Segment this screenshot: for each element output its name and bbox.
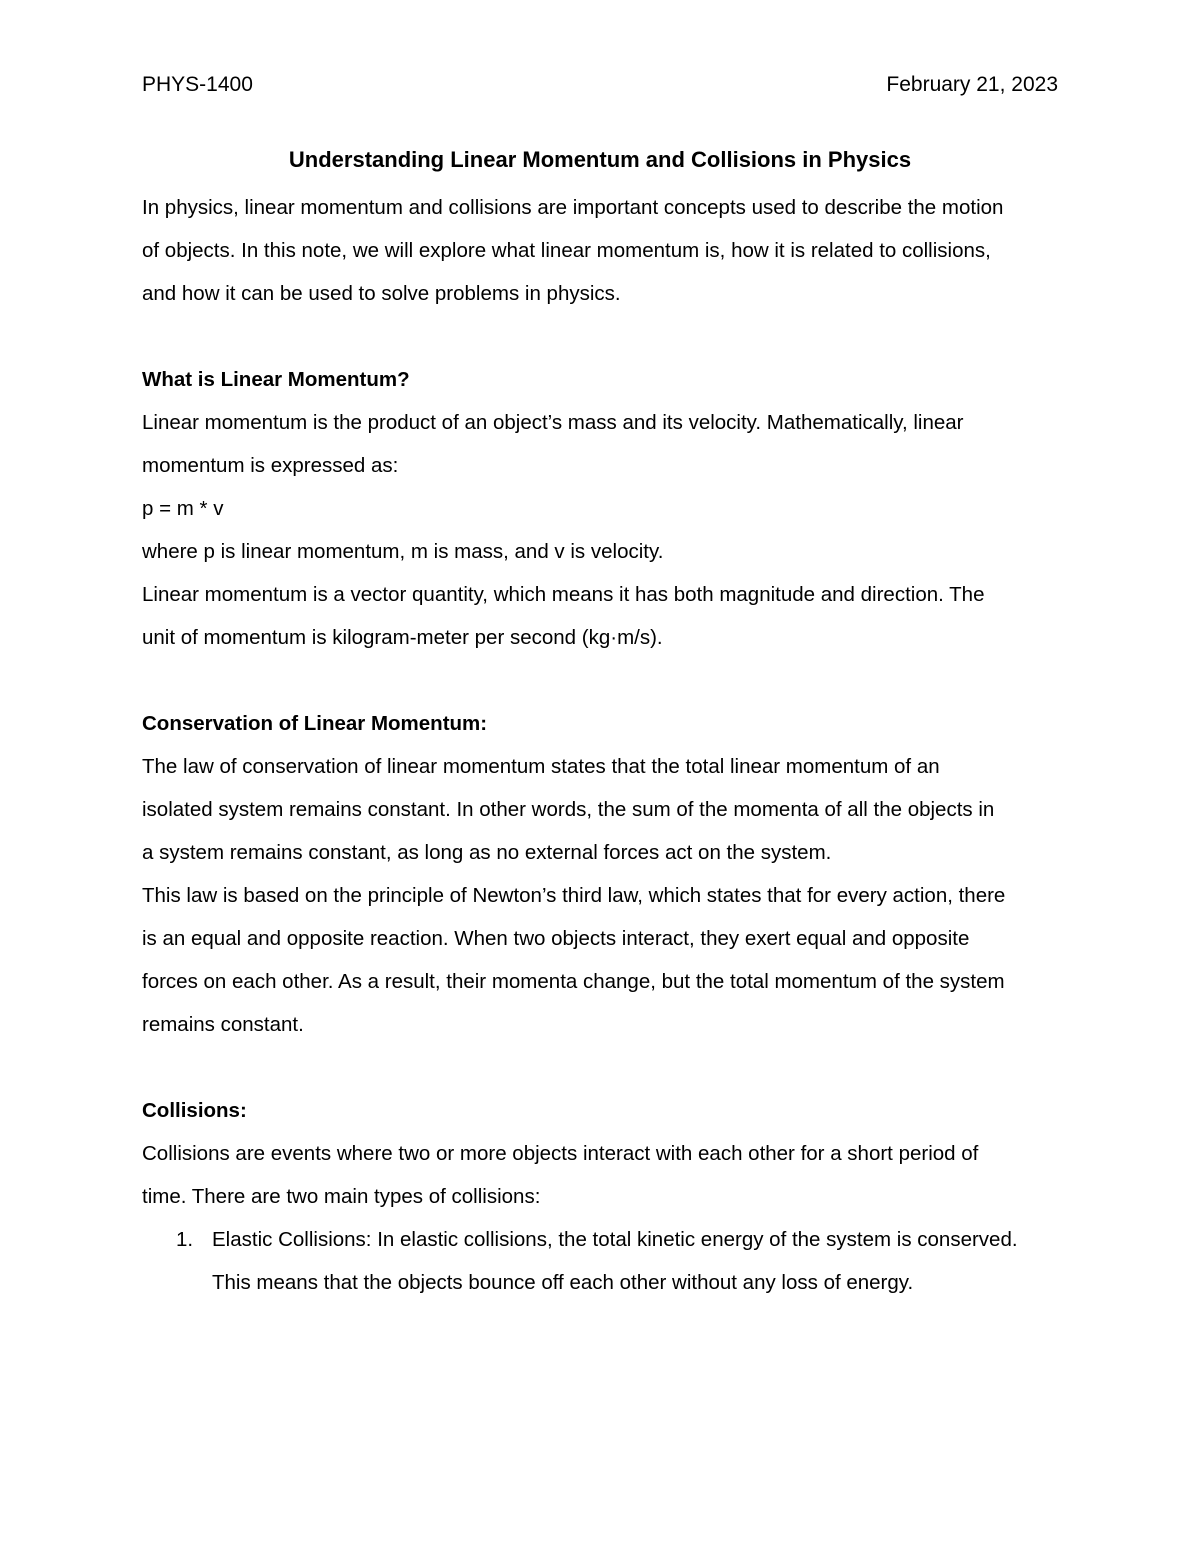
- section-line: isolated system remains constant. In other words, the sum of the momenta of all the objects in: [142, 798, 995, 821]
- section-line: This law is based on the principle of Newton’s third law, which states that for every action, there: [142, 884, 1006, 907]
- list-item: [142, 1218, 1072, 1304]
- section-line: remains constant.: [142, 1013, 304, 1036]
- document-body: [142, 186, 1072, 1304]
- section-line: forces on each other. As a result, their momenta change, but the total momentum of the system: [142, 970, 1005, 993]
- formula-line: p = m * v: [142, 497, 224, 520]
- section-line: Linear momentum is a vector quantity, which means it has both magnitude and direction. The: [142, 583, 985, 606]
- intro-line: and how it can be used to solve problems in physics.: [142, 282, 621, 305]
- document-title: Understanding Linear Momentum and Collisions in Physics: [288, 147, 912, 172]
- section-line: The law of conservation of linear momentum states that the total linear momentum of an: [142, 755, 940, 778]
- section-line: is an equal and opposite reaction. When two objects interact, they exert equal and opposite: [142, 927, 970, 950]
- intro-paragraph: [142, 186, 1072, 315]
- section-conservation: [142, 702, 1072, 1046]
- section-heading: Conservation of Linear Momentum:: [142, 712, 488, 735]
- document-date: February 21, 2023: [886, 73, 1058, 96]
- section-line: Linear momentum is the product of an object’s mass and its velocity. Mathematically, linear: [142, 411, 964, 434]
- section-line: a system remains constant, as long as no external forces act on the system.: [142, 841, 832, 864]
- course-code: PHYS-1400: [142, 73, 253, 96]
- intro-line: of objects. In this note, we will explore what linear momentum is, how it is related to collisions,: [142, 239, 991, 262]
- section-linear-momentum: [142, 358, 1072, 659]
- intro-line: In physics, linear momentum and collisions are important concepts used to describe the motion: [142, 196, 1004, 219]
- list-number: 1.: [176, 1228, 194, 1251]
- paragraph-spacer: [142, 659, 1072, 702]
- list-item-line: Elastic Collisions: In elastic collisions, the total kinetic energy of the system is conserved.: [212, 1228, 1018, 1251]
- section-line: Collisions are events where two or more objects interact with each other for a short period of: [142, 1142, 979, 1165]
- section-collisions: [142, 1089, 1072, 1304]
- section-heading: What is Linear Momentum?: [142, 368, 410, 391]
- paragraph-spacer: [142, 315, 1072, 358]
- list-item-line: This means that the objects bounce off each other without any loss of energy.: [212, 1271, 914, 1294]
- paragraph-spacer: [142, 1046, 1072, 1089]
- section-heading: Collisions:: [142, 1099, 247, 1122]
- section-line: time. There are two main types of collisions:: [142, 1185, 541, 1208]
- section-line: unit of momentum is kilogram-meter per second (kg·m/s).: [142, 626, 663, 649]
- section-line: momentum is expressed as:: [142, 454, 399, 477]
- section-line: where p is linear momentum, m is mass, and v is velocity.: [142, 540, 664, 563]
